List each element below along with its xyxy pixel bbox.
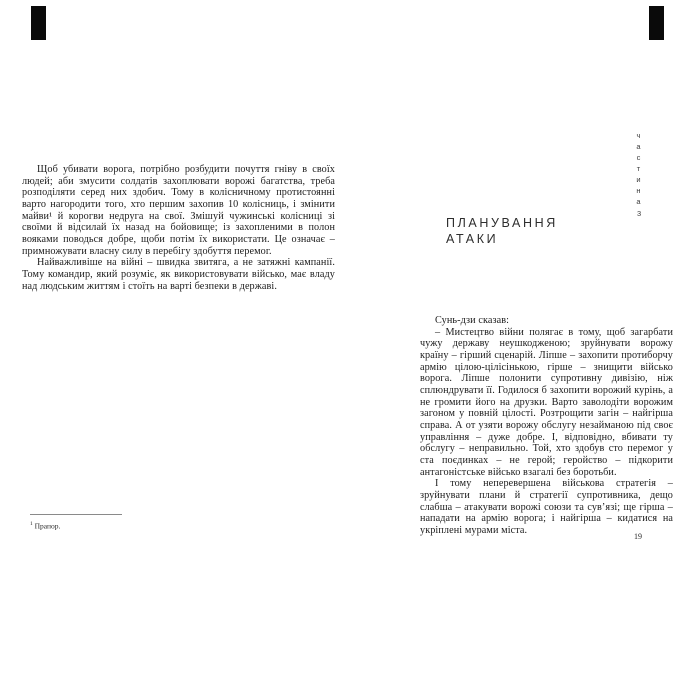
footnote-text xyxy=(30,520,250,531)
page-number: 19 xyxy=(634,532,642,541)
chapter-tab-right xyxy=(649,6,664,40)
left-page-body xyxy=(22,164,335,292)
right-paragraph-2: – Мистецтво війни полягає в тому, щоб загарбати чужу державу неушкодженою; зруйнувати ворожу країну – гірший сценарій. Ліпше – захопити протиборчу армію цілою-цілісінькою, гірше – знищити військо ворога. Ліпше полонити супротивну дивізію, ніж сплюндрувати її. Годилося б захопити ворожий курінь, а не громити його на друзки. Варто заволодіти ворожим загоном у повній цілості. Розтрощити загін – найгірша справа. А от узяти ворожу обслугу незайманою під своє управління – дуже добре. І, відповідно, вбивати ту обслугу – неправильно. Той, хто здобув сто перемог у ста поєдинках – не герой; геройство – підкорити антагоністське військо взагалі без боротьби. xyxy=(420,326,673,478)
footnote-marker: 1 xyxy=(30,521,33,527)
chapter-title xyxy=(446,216,558,247)
footnote-label: Прапор. xyxy=(34,521,61,531)
right-page-body xyxy=(420,315,673,536)
left-paragraph-1: Щоб убивати ворога, потрібно розбудити почуття гніву в своїх людей; аби змусити солдатів захоплювати ворожі багатства, треба розподіляти серед них здобич. Тому в колісничному протистоянні варто нагородити того, хто першим захопив 10 колісниць, і змінити ма́йви¹ й корогви недруга на свої. Змішуй чужинські колісниці зі своїми й відсилай їх назад на бойовище; із захопленими в полон вояками поводься добре, щоби потім їх використати. Це означає – примножувати власну силу в перебігу здобуття перемог. xyxy=(22,164,335,257)
chapter-title-line-2: АТАКИ xyxy=(446,231,499,246)
part-number: 3 xyxy=(637,209,642,218)
chapter-tab-left xyxy=(31,6,46,40)
footnote-divider xyxy=(30,514,122,515)
left-paragraph-2: Найважливіше на війні – швидка звитяга, а не затяжні кампанії. Тому командир, який розуміє, як використовувати військо, має владу над людським життям і стоїть на варті безпеки в державі. xyxy=(22,257,335,292)
right-paragraph-3: І тому неперевершена військова стратегія – зруйнувати плани й стратегії супротивника, дещо слабша – атакувати ворожі союзи та сув’язі; ще гірша – нападати на армію ворога; і найгірша – кидатися на укріплені мурами міста. xyxy=(420,478,673,536)
footnote xyxy=(30,514,250,531)
chapter-title-line-1: ПЛАНУВАННЯ xyxy=(446,216,558,230)
right-paragraph-1: Сунь-дзи сказав: xyxy=(435,315,510,326)
part-label-vertical: частина xyxy=(634,131,643,208)
